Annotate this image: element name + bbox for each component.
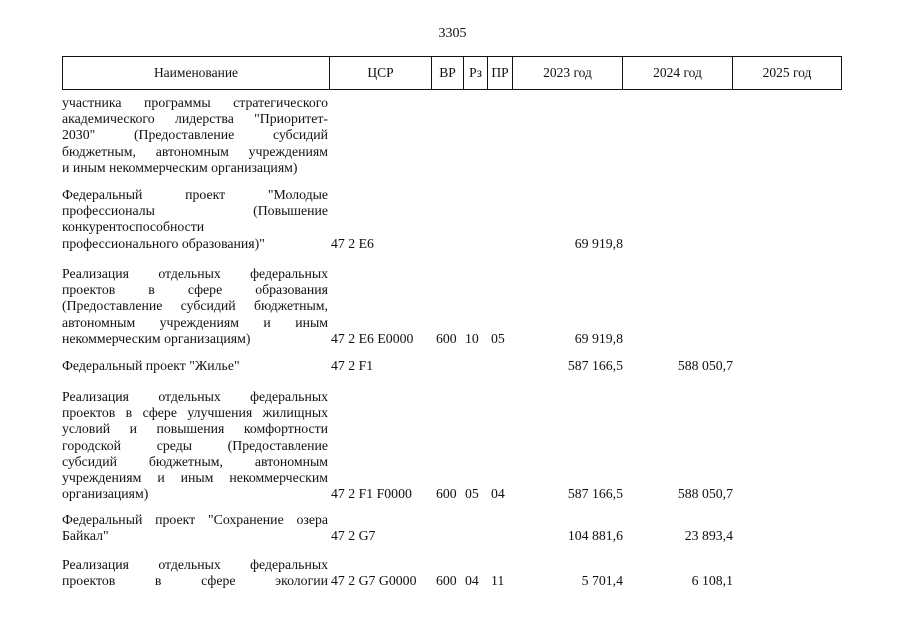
cell-csr: 47 2 F1 F0000 [331, 486, 412, 502]
row-name-line: Байкал" [62, 528, 109, 544]
row-name-line: Реализация отдельных федеральных [62, 266, 328, 281]
cell-pr: 05 [491, 330, 505, 346]
row-name-line: условий и повышения комфортности [62, 421, 328, 437]
row-name-line: проектов в сфере образования [62, 282, 328, 298]
page-number: 3305 [438, 26, 467, 41]
cell-y2023: 69 919,8 [574, 235, 623, 251]
cell-pr: 04 [491, 486, 505, 502]
row-name-line: проектов в сфере улучшения жилищных [62, 405, 328, 421]
cell-y2023: 5 701,4 [581, 573, 623, 589]
row-name [62, 266, 328, 347]
cell-y2023: 587 166,5 [567, 486, 623, 502]
row-name [62, 389, 328, 502]
row-name-line: субсидий бюджетным, автономным [62, 453, 328, 469]
cell-csr: 47 2 G7 G0000 [331, 573, 417, 589]
cell-y2023: 104 881,6 [567, 528, 623, 544]
cell-vr: 600 [436, 330, 457, 346]
cell-rz: 04 [465, 573, 479, 589]
header-csr: ЦСР [330, 57, 432, 89]
header-name: Наименование [63, 57, 330, 89]
row-name-line: академического лидерства "Приоритет- [62, 111, 328, 127]
row-name [62, 557, 328, 589]
row-name-line: (Предоставление субсидий бюджетным, [62, 298, 328, 314]
header-vr: ВР [432, 57, 464, 89]
row-name-line: Реализация отдельных федеральных [62, 389, 328, 404]
cell-csr: 47 2 G7 [331, 528, 376, 544]
row-name [62, 512, 328, 544]
row-name-line: конкурентоспособности [62, 219, 205, 235]
header-2023: 2023 год [513, 57, 623, 89]
row-name-line: профессионального образования)" [62, 235, 265, 251]
row-name-line: бюджетным, автономным учреждениям [62, 143, 328, 159]
row-name-line: Реализация отдельных федеральных [62, 557, 328, 572]
row-name-line: автономным учреждениям и иным [62, 314, 328, 330]
row-name-line: и иным некоммерческим организациям) [62, 159, 298, 175]
cell-csr: 47 2 F1 [331, 358, 374, 373]
row-name [62, 187, 328, 252]
cell-y2024: 23 893,4 [684, 528, 733, 544]
row-name-line: профессионалы (Повышение [62, 203, 328, 219]
cell-y2024: 6 108,1 [691, 573, 733, 589]
row-name-line: учреждениям и иным некоммерческим [62, 469, 328, 485]
cell-vr: 600 [436, 573, 457, 589]
cell-vr: 600 [436, 486, 457, 502]
row-name-line: 2030" (Предоставление субсидий [62, 127, 328, 143]
row-name-line: Федеральный проект "Молодые [62, 187, 328, 202]
header-pr: ПР [488, 57, 513, 89]
cell-csr: 47 2 Е6 [331, 235, 374, 251]
cell-y2024: 588 050,7 [677, 358, 733, 373]
cell-y2024: 588 050,7 [677, 486, 733, 502]
cell-y2023: 587 166,5 [567, 358, 623, 373]
header-2025: 2025 год [762, 65, 812, 80]
row-name-line: городской среды (Предоставление [62, 437, 328, 453]
row-name-line: организациям) [62, 486, 149, 502]
row-name-line: Федеральный проект "Сохранение озера [62, 512, 328, 527]
cell-csr: 47 2 Е6 Е0000 [331, 330, 414, 346]
cell-rz: 05 [465, 486, 479, 502]
table-header [62, 56, 842, 90]
row-name-line: некоммерческим организациям) [62, 330, 251, 346]
cell-pr: 11 [491, 573, 505, 589]
row-name [62, 358, 328, 374]
header-rz: Рз [464, 57, 488, 89]
cell-rz: 10 [465, 330, 479, 346]
row-name-line: Федеральный проект "Жилье" [62, 358, 240, 373]
row-name-line: проектов в сфере экологии [62, 573, 328, 589]
cell-y2023: 69 919,8 [574, 330, 623, 346]
row-name [62, 95, 328, 176]
header-2024: 2024 год [623, 57, 733, 89]
row-name-line: участника программы стратегического [62, 95, 328, 110]
